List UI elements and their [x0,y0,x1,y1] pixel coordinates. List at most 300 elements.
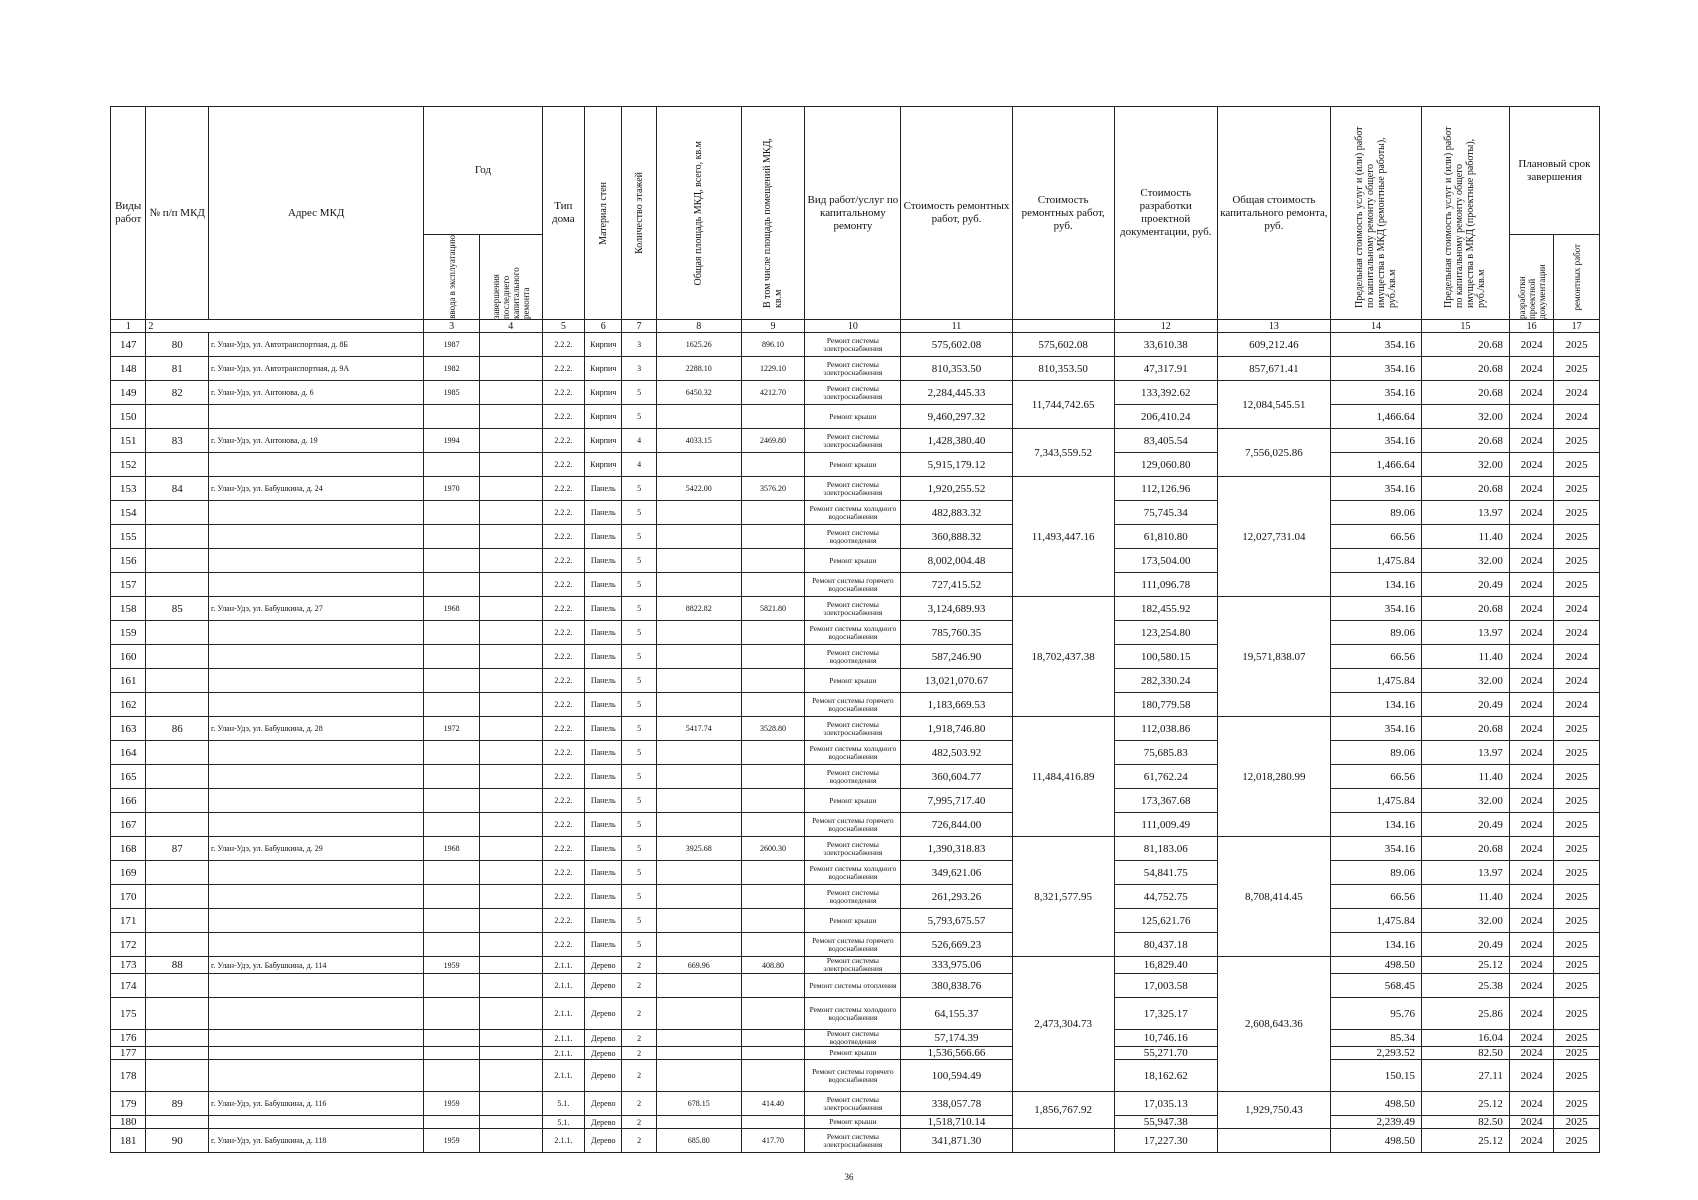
cell-material: Панель [585,861,622,885]
cell-god-vvoda [424,974,480,998]
cell-stoimost-razrabotki: 75,745.34 [1114,501,1217,525]
cell-vidy-rabot: 181 [111,1129,146,1153]
cell-predelnaya-remont: 85.34 [1330,1030,1421,1047]
table-row [111,1092,1600,1116]
cell-god-zaversheniya [479,669,542,693]
cell-srok-remontnyh: 2025 [1554,1047,1600,1060]
cell-material: Панель [585,693,622,717]
cell-srok-razrabotki: 2024 [1509,597,1553,621]
cell-vid-rabot: Ремонт системы водоотведения [805,525,901,549]
cell-ploshad-pomesheniy [741,573,805,597]
cell-stoimost-remontnyh: 1,390,318.83 [901,837,1012,861]
cell-np-mkd: 89 [146,1092,209,1116]
column-number: 17 [1554,320,1600,333]
cell-god-zaversheniya [479,1030,542,1047]
cell-stoimost-remontnyh: 785,760.35 [901,621,1012,645]
cell-god-vvoda [424,1047,480,1060]
cell-obshaya-ploshad [656,789,741,813]
cell-vidy-rabot: 171 [111,909,146,933]
cell-predelnaya-proekt: 20.68 [1421,381,1509,405]
cell-predelnaya-proekt: 82.50 [1421,1047,1509,1060]
cell-srok-remontnyh: 2024 [1554,645,1600,669]
cell-vid-rabot: Ремонт системы холодного водоснабжения [805,501,901,525]
cell-material: Панель [585,765,622,789]
table-row [111,597,1600,621]
cell-stoimost-remontnyh: 726,844.00 [901,813,1012,837]
cell-vid-rabot: Ремонт системы электроснабжения [805,957,901,974]
cell-srok-razrabotki: 2024 [1509,357,1553,381]
cell-etazhi: 2 [622,974,656,998]
cell-srok-razrabotki: 2024 [1509,621,1553,645]
cell-predelnaya-proekt: 11.40 [1421,765,1509,789]
cell-god-vvoda [424,765,480,789]
cell-stoimost-remontnyh-itogo: 7,343,559.52 [1012,429,1114,477]
cell-obshaya-ploshad [656,621,741,645]
cell-god-vvoda: 1959 [424,1129,480,1153]
cell-tip-doma: 2.2.2. [542,429,584,453]
cell-vidy-rabot: 178 [111,1060,146,1092]
cell-stoimost-razrabotki: 100,580.15 [1114,645,1217,669]
cell-srok-remontnyh: 2025 [1554,1030,1600,1047]
cell-vidy-rabot: 147 [111,333,146,357]
cell-etazhi: 5 [622,501,656,525]
cell-stoimost-razrabotki: 33,610.38 [1114,333,1217,357]
cell-god-vvoda: 1959 [424,1092,480,1116]
cell-obshaya-ploshad: 678.15 [656,1092,741,1116]
cell-tip-doma: 2.1.1. [542,974,584,998]
header-stoimost-razrabotki: Стоимость разработки проектной документации, руб. [1114,107,1217,320]
cell-god-vvoda [424,549,480,573]
cell-vidy-rabot: 164 [111,741,146,765]
cell-predelnaya-remont: 354.16 [1330,717,1421,741]
cell-obshaya-ploshad [656,1047,741,1060]
cell-stoimost-remontnyh: 341,871.30 [901,1129,1012,1153]
cell-tip-doma: 2.2.2. [542,477,584,501]
cell-stoimost-razrabotki: 83,405.54 [1114,429,1217,453]
cell-stoimost-remontnyh: 526,669.23 [901,933,1012,957]
cell-etazhi: 4 [622,429,656,453]
cell-address: г. Улан-Удэ, ул. Бабушкина, д. 118 [209,1129,424,1153]
cell-vid-rabot: Ремонт крыши [805,405,901,429]
cell-tip-doma: 2.1.1. [542,1129,584,1153]
column-number: 12 [1114,320,1217,333]
cell-obshaya-ploshad: 4033.15 [656,429,741,453]
cell-predelnaya-remont: 1,475.84 [1330,669,1421,693]
cell-god-vvoda [424,525,480,549]
cell-ploshad-pomesheniy [741,621,805,645]
cell-srok-remontnyh: 2024 [1554,621,1600,645]
cell-obshaya-ploshad [656,645,741,669]
cell-np-mkd: 85 [146,597,209,621]
cell-srok-remontnyh: 2025 [1554,573,1600,597]
cell-stoimost-razrabotki: 17,003.58 [1114,974,1217,998]
cell-etazhi: 5 [622,861,656,885]
table-row [111,789,1600,813]
cell-god-vvoda: 1982 [424,357,480,381]
cell-stoimost-razrabotki: 282,330.24 [1114,669,1217,693]
cell-srok-razrabotki: 2024 [1509,861,1553,885]
cell-srok-razrabotki: 2024 [1509,1092,1553,1116]
table-row [111,453,1600,477]
cell-address: г. Улан-Удэ, ул. Бабушкина, д. 24 [209,477,424,501]
cell-etazhi: 3 [622,333,656,357]
cell-obshaya-ploshad: 8822.82 [656,597,741,621]
cell-material: Панель [585,525,622,549]
cell-stoimost-razrabotki: 18,162.62 [1114,1060,1217,1092]
cell-stoimost-remontnyh: 2,284,445.33 [901,381,1012,405]
cell-obshaya-stoimost: 2,608,643.36 [1217,957,1330,1092]
table-row [111,477,1600,501]
cell-srok-remontnyh: 2025 [1554,1060,1600,1092]
cell-srok-razrabotki: 2024 [1509,885,1553,909]
cell-stoimost-remontnyh: 8,002,004.48 [901,549,1012,573]
cell-srok-razrabotki: 2024 [1509,693,1553,717]
cell-stoimost-razrabotki: 80,437.18 [1114,933,1217,957]
column-number: 2 [146,320,424,333]
cell-vid-rabot: Ремонт крыши [805,453,901,477]
cell-vid-rabot: Ремонт крыши [805,669,901,693]
cell-god-vvoda: 1985 [424,381,480,405]
column-number: 7 [622,320,656,333]
cell-tip-doma: 2.2.2. [542,333,584,357]
cell-stoimost-razrabotki: 81,183.06 [1114,837,1217,861]
table-row [111,974,1600,998]
cell-obshaya-stoimost: 12,027,731.04 [1217,477,1330,597]
cell-tip-doma: 2.2.2. [542,405,584,429]
cell-stoimost-razrabotki: 44,752.75 [1114,885,1217,909]
cell-god-vvoda [424,1030,480,1047]
cell-stoimost-remontnyh: 1,536,566.66 [901,1047,1012,1060]
cell-srok-razrabotki: 2024 [1509,645,1553,669]
cell-vid-rabot: Ремонт системы горячего водоснабжения [805,693,901,717]
cell-material: Кирпич [585,453,622,477]
cell-tip-doma: 2.2.2. [542,765,584,789]
cell-predelnaya-remont: 498.50 [1330,1092,1421,1116]
cell-material: Панель [585,837,622,861]
cell-predelnaya-proekt: 20.49 [1421,693,1509,717]
cell-srok-remontnyh: 2025 [1554,477,1600,501]
cell-stoimost-remontnyh-itogo: 575,602.08 [1012,333,1114,357]
cell-god-vvoda [424,1116,480,1129]
cell-stoimost-remontnyh: 727,415.52 [901,573,1012,597]
cell-vidy-rabot: 158 [111,597,146,621]
cell-stoimost-remontnyh: 349,621.06 [901,861,1012,885]
cell-vid-rabot: Ремонт системы электроснабжения [805,1129,901,1153]
cell-ploshad-pomesheniy: 408.80 [741,957,805,974]
cell-tip-doma: 2.1.1. [542,1047,584,1060]
cell-tip-doma: 2.2.2. [542,813,584,837]
cell-material: Дерево [585,1047,622,1060]
cell-god-zaversheniya [479,813,542,837]
cell-srok-remontnyh: 2025 [1554,957,1600,974]
cell-material: Панель [585,885,622,909]
cell-god-vvoda [424,405,480,429]
cell-srok-remontnyh: 2025 [1554,998,1600,1030]
cell-ploshad-pomesheniy: 1229.10 [741,357,805,381]
cell-predelnaya-proekt: 13.97 [1421,621,1509,645]
cell-stoimost-remontnyh: 360,604.77 [901,765,1012,789]
table-row [111,429,1600,453]
cell-material: Дерево [585,1092,622,1116]
cell-address [209,645,424,669]
cell-ploshad-pomesheniy [741,501,805,525]
cell-address [209,741,424,765]
cell-etazhi: 2 [622,1030,656,1047]
cell-np-mkd [146,405,209,429]
cell-predelnaya-remont: 1,475.84 [1330,789,1421,813]
table-row [111,741,1600,765]
cell-vidy-rabot: 170 [111,885,146,909]
cell-address [209,933,424,957]
cell-np-mkd [146,998,209,1030]
cell-god-zaversheniya [479,501,542,525]
cell-stoimost-razrabotki: 133,392.62 [1114,381,1217,405]
cell-god-vvoda: 1959 [424,957,480,974]
cell-np-mkd [146,1060,209,1092]
table-row [111,549,1600,573]
cell-god-zaversheniya [479,837,542,861]
cell-tip-doma: 2.2.2. [542,381,584,405]
cell-address [209,453,424,477]
cell-etazhi: 4 [622,453,656,477]
cell-srok-remontnyh: 2024 [1554,693,1600,717]
table-row [111,669,1600,693]
cell-tip-doma: 2.2.2. [542,597,584,621]
cell-vidy-rabot: 173 [111,957,146,974]
cell-tip-doma: 2.1.1. [542,1030,584,1047]
cell-stoimost-remontnyh: 587,246.90 [901,645,1012,669]
cell-np-mkd [146,861,209,885]
cell-etazhi: 2 [622,1092,656,1116]
cell-predelnaya-remont: 89.06 [1330,621,1421,645]
table-row [111,405,1600,429]
cell-ploshad-pomesheniy: 5821.80 [741,597,805,621]
cell-predelnaya-remont: 134.16 [1330,573,1421,597]
cell-predelnaya-remont: 134.16 [1330,933,1421,957]
cell-obshaya-ploshad [656,549,741,573]
cell-srok-remontnyh: 2025 [1554,525,1600,549]
cell-material: Панель [585,597,622,621]
cell-obshaya-stoimost: 7,556,025.86 [1217,429,1330,477]
cell-address [209,573,424,597]
cell-etazhi: 5 [622,693,656,717]
cell-tip-doma: 2.1.1. [542,1060,584,1092]
column-number: 8 [656,320,741,333]
cell-obshaya-stoimost: 609,212.46 [1217,333,1330,357]
cell-np-mkd [146,1030,209,1047]
cell-tip-doma: 2.2.2. [542,573,584,597]
table-row [111,693,1600,717]
cell-stoimost-remontnyh-itogo: 11,493,447.16 [1012,477,1114,597]
cell-ploshad-pomesheniy [741,909,805,933]
cell-god-zaversheniya [479,549,542,573]
cell-vidy-rabot: 162 [111,693,146,717]
cell-vidy-rabot: 159 [111,621,146,645]
column-number: 4 [479,320,542,333]
cell-address: г. Улан-Удэ, ул. Антонова, д. 19 [209,429,424,453]
cell-material: Панель [585,717,622,741]
cell-predelnaya-proekt: 11.40 [1421,525,1509,549]
cell-vidy-rabot: 172 [111,933,146,957]
cell-tip-doma: 2.2.2. [542,693,584,717]
cell-srok-remontnyh: 2025 [1554,1129,1600,1153]
cell-etazhi: 5 [622,933,656,957]
cell-vid-rabot: Ремонт системы электроснабжения [805,429,901,453]
cell-np-mkd [146,933,209,957]
cell-predelnaya-remont: 66.56 [1330,525,1421,549]
cell-obshaya-stoimost: 12,084,545.51 [1217,381,1330,429]
cell-srok-remontnyh: 2025 [1554,837,1600,861]
header-planovy-srok: Плановый срок завершения [1509,107,1599,235]
cell-obshaya-ploshad [656,909,741,933]
cell-predelnaya-proekt: 13.97 [1421,741,1509,765]
cell-god-vvoda [424,453,480,477]
cell-material: Панель [585,573,622,597]
cell-material: Дерево [585,957,622,974]
cell-srok-razrabotki: 2024 [1509,1047,1553,1060]
cell-address: г. Улан-Удэ, ул. Автотранспортная, д. 8Б [209,333,424,357]
cell-srok-razrabotki: 2024 [1509,1116,1553,1129]
cell-vidy-rabot: 168 [111,837,146,861]
cell-stoimost-remontnyh: 333,975.06 [901,957,1012,974]
cell-etazhi: 5 [622,717,656,741]
cell-predelnaya-proekt: 11.40 [1421,885,1509,909]
cell-tip-doma: 2.2.2. [542,861,584,885]
cell-stoimost-remontnyh: 575,602.08 [901,333,1012,357]
cell-srok-remontnyh: 2025 [1554,813,1600,837]
cell-god-zaversheniya [479,573,542,597]
cell-god-vvoda [424,813,480,837]
cell-address [209,525,424,549]
cell-obshaya-ploshad [656,861,741,885]
cell-stoimost-razrabotki: 17,227.30 [1114,1129,1217,1153]
cell-tip-doma: 2.2.2. [542,621,584,645]
header-np-mkd: № п/п МКД [146,107,209,320]
cell-np-mkd [146,621,209,645]
cell-vid-rabot: Ремонт системы электроснабжения [805,477,901,501]
cell-stoimost-razrabotki: 112,038.86 [1114,717,1217,741]
cell-god-zaversheniya [479,693,542,717]
cell-stoimost-remontnyh: 1,518,710.14 [901,1116,1012,1129]
cell-srok-remontnyh: 2025 [1554,1092,1600,1116]
cell-obshaya-ploshad [656,998,741,1030]
cell-predelnaya-remont: 1,475.84 [1330,909,1421,933]
cell-stoimost-razrabotki: 111,009.49 [1114,813,1217,837]
cell-etazhi: 5 [622,621,656,645]
cell-predelnaya-proekt: 20.68 [1421,837,1509,861]
cell-god-vvoda [424,789,480,813]
capital-repair-table [110,106,1600,1153]
cell-stoimost-razrabotki: 47,317.91 [1114,357,1217,381]
cell-srok-remontnyh: 2025 [1554,885,1600,909]
cell-stoimost-razrabotki: 112,126.96 [1114,477,1217,501]
cell-address [209,1030,424,1047]
cell-address [209,669,424,693]
cell-srok-remontnyh: 2025 [1554,861,1600,885]
cell-material: Панель [585,909,622,933]
cell-predelnaya-proekt: 25.86 [1421,998,1509,1030]
cell-predelnaya-remont: 2,293.52 [1330,1047,1421,1060]
cell-srok-remontnyh: 2025 [1554,429,1600,453]
cell-obshaya-ploshad [656,1060,741,1092]
cell-ploshad-pomesheniy [741,549,805,573]
cell-obshaya-ploshad [656,525,741,549]
cell-tip-doma: 2.2.2. [542,837,584,861]
cell-address [209,861,424,885]
cell-god-zaversheniya [479,429,542,453]
cell-predelnaya-proekt: 20.68 [1421,717,1509,741]
cell-srok-remontnyh: 2025 [1554,717,1600,741]
header-kolichestvo-etazhey: Количество этажей [622,107,656,320]
cell-srok-remontnyh: 2024 [1554,669,1600,693]
cell-stoimost-remontnyh-itogo: 2,473,304.73 [1012,957,1114,1092]
table-row [111,885,1600,909]
cell-god-zaversheniya [479,477,542,501]
cell-address [209,909,424,933]
cell-address [209,693,424,717]
cell-srok-razrabotki: 2024 [1509,957,1553,974]
cell-predelnaya-proekt: 25.12 [1421,1129,1509,1153]
cell-srok-remontnyh: 2025 [1554,974,1600,998]
cell-np-mkd [146,525,209,549]
cell-god-zaversheniya [479,933,542,957]
cell-stoimost-razrabotki: 129,060.80 [1114,453,1217,477]
cell-stoimost-razrabotki: 173,367.68 [1114,789,1217,813]
column-number: 14 [1330,320,1421,333]
cell-np-mkd [146,693,209,717]
cell-material: Панель [585,933,622,957]
cell-srok-razrabotki: 2024 [1509,525,1553,549]
cell-obshaya-stoimost: 19,571,838.07 [1217,597,1330,717]
cell-srok-remontnyh: 2025 [1554,501,1600,525]
cell-god-zaversheniya [479,974,542,998]
cell-stoimost-razrabotki: 180,779.58 [1114,693,1217,717]
cell-address [209,765,424,789]
header-god-zaversheniya: завершения последнего капитального ремонта [479,235,542,320]
cell-obshaya-ploshad [656,693,741,717]
cell-np-mkd [146,789,209,813]
cell-etazhi: 5 [622,477,656,501]
cell-predelnaya-proekt: 32.00 [1421,669,1509,693]
cell-srok-razrabotki: 2024 [1509,837,1553,861]
cell-obshaya-ploshad [656,1030,741,1047]
cell-material: Панель [585,789,622,813]
cell-obshaya-stoimost: 12,018,280.99 [1217,717,1330,837]
cell-material: Кирпич [585,405,622,429]
cell-god-zaversheniya [479,621,542,645]
cell-material: Кирпич [585,429,622,453]
cell-address: г. Улан-Удэ, ул. Бабушкина, д. 29 [209,837,424,861]
cell-srok-razrabotki: 2024 [1509,909,1553,933]
cell-srok-remontnyh: 2024 [1554,405,1600,429]
cell-tip-doma: 2.1.1. [542,957,584,974]
cell-god-zaversheniya [479,1060,542,1092]
cell-address: г. Улан-Удэ, ул. Бабушкина, д. 27 [209,597,424,621]
cell-obshaya-ploshad [656,573,741,597]
cell-vidy-rabot: 160 [111,645,146,669]
cell-god-zaversheniya [479,1092,542,1116]
cell-vidy-rabot: 150 [111,405,146,429]
cell-god-zaversheniya [479,909,542,933]
cell-ploshad-pomesheniy [741,453,805,477]
cell-vid-rabot: Ремонт системы электроснабжения [805,717,901,741]
table-row [111,861,1600,885]
cell-obshaya-ploshad [656,933,741,957]
cell-material: Панель [585,741,622,765]
table-row [111,357,1600,381]
cell-etazhi: 2 [622,1129,656,1153]
cell-vidy-rabot: 169 [111,861,146,885]
